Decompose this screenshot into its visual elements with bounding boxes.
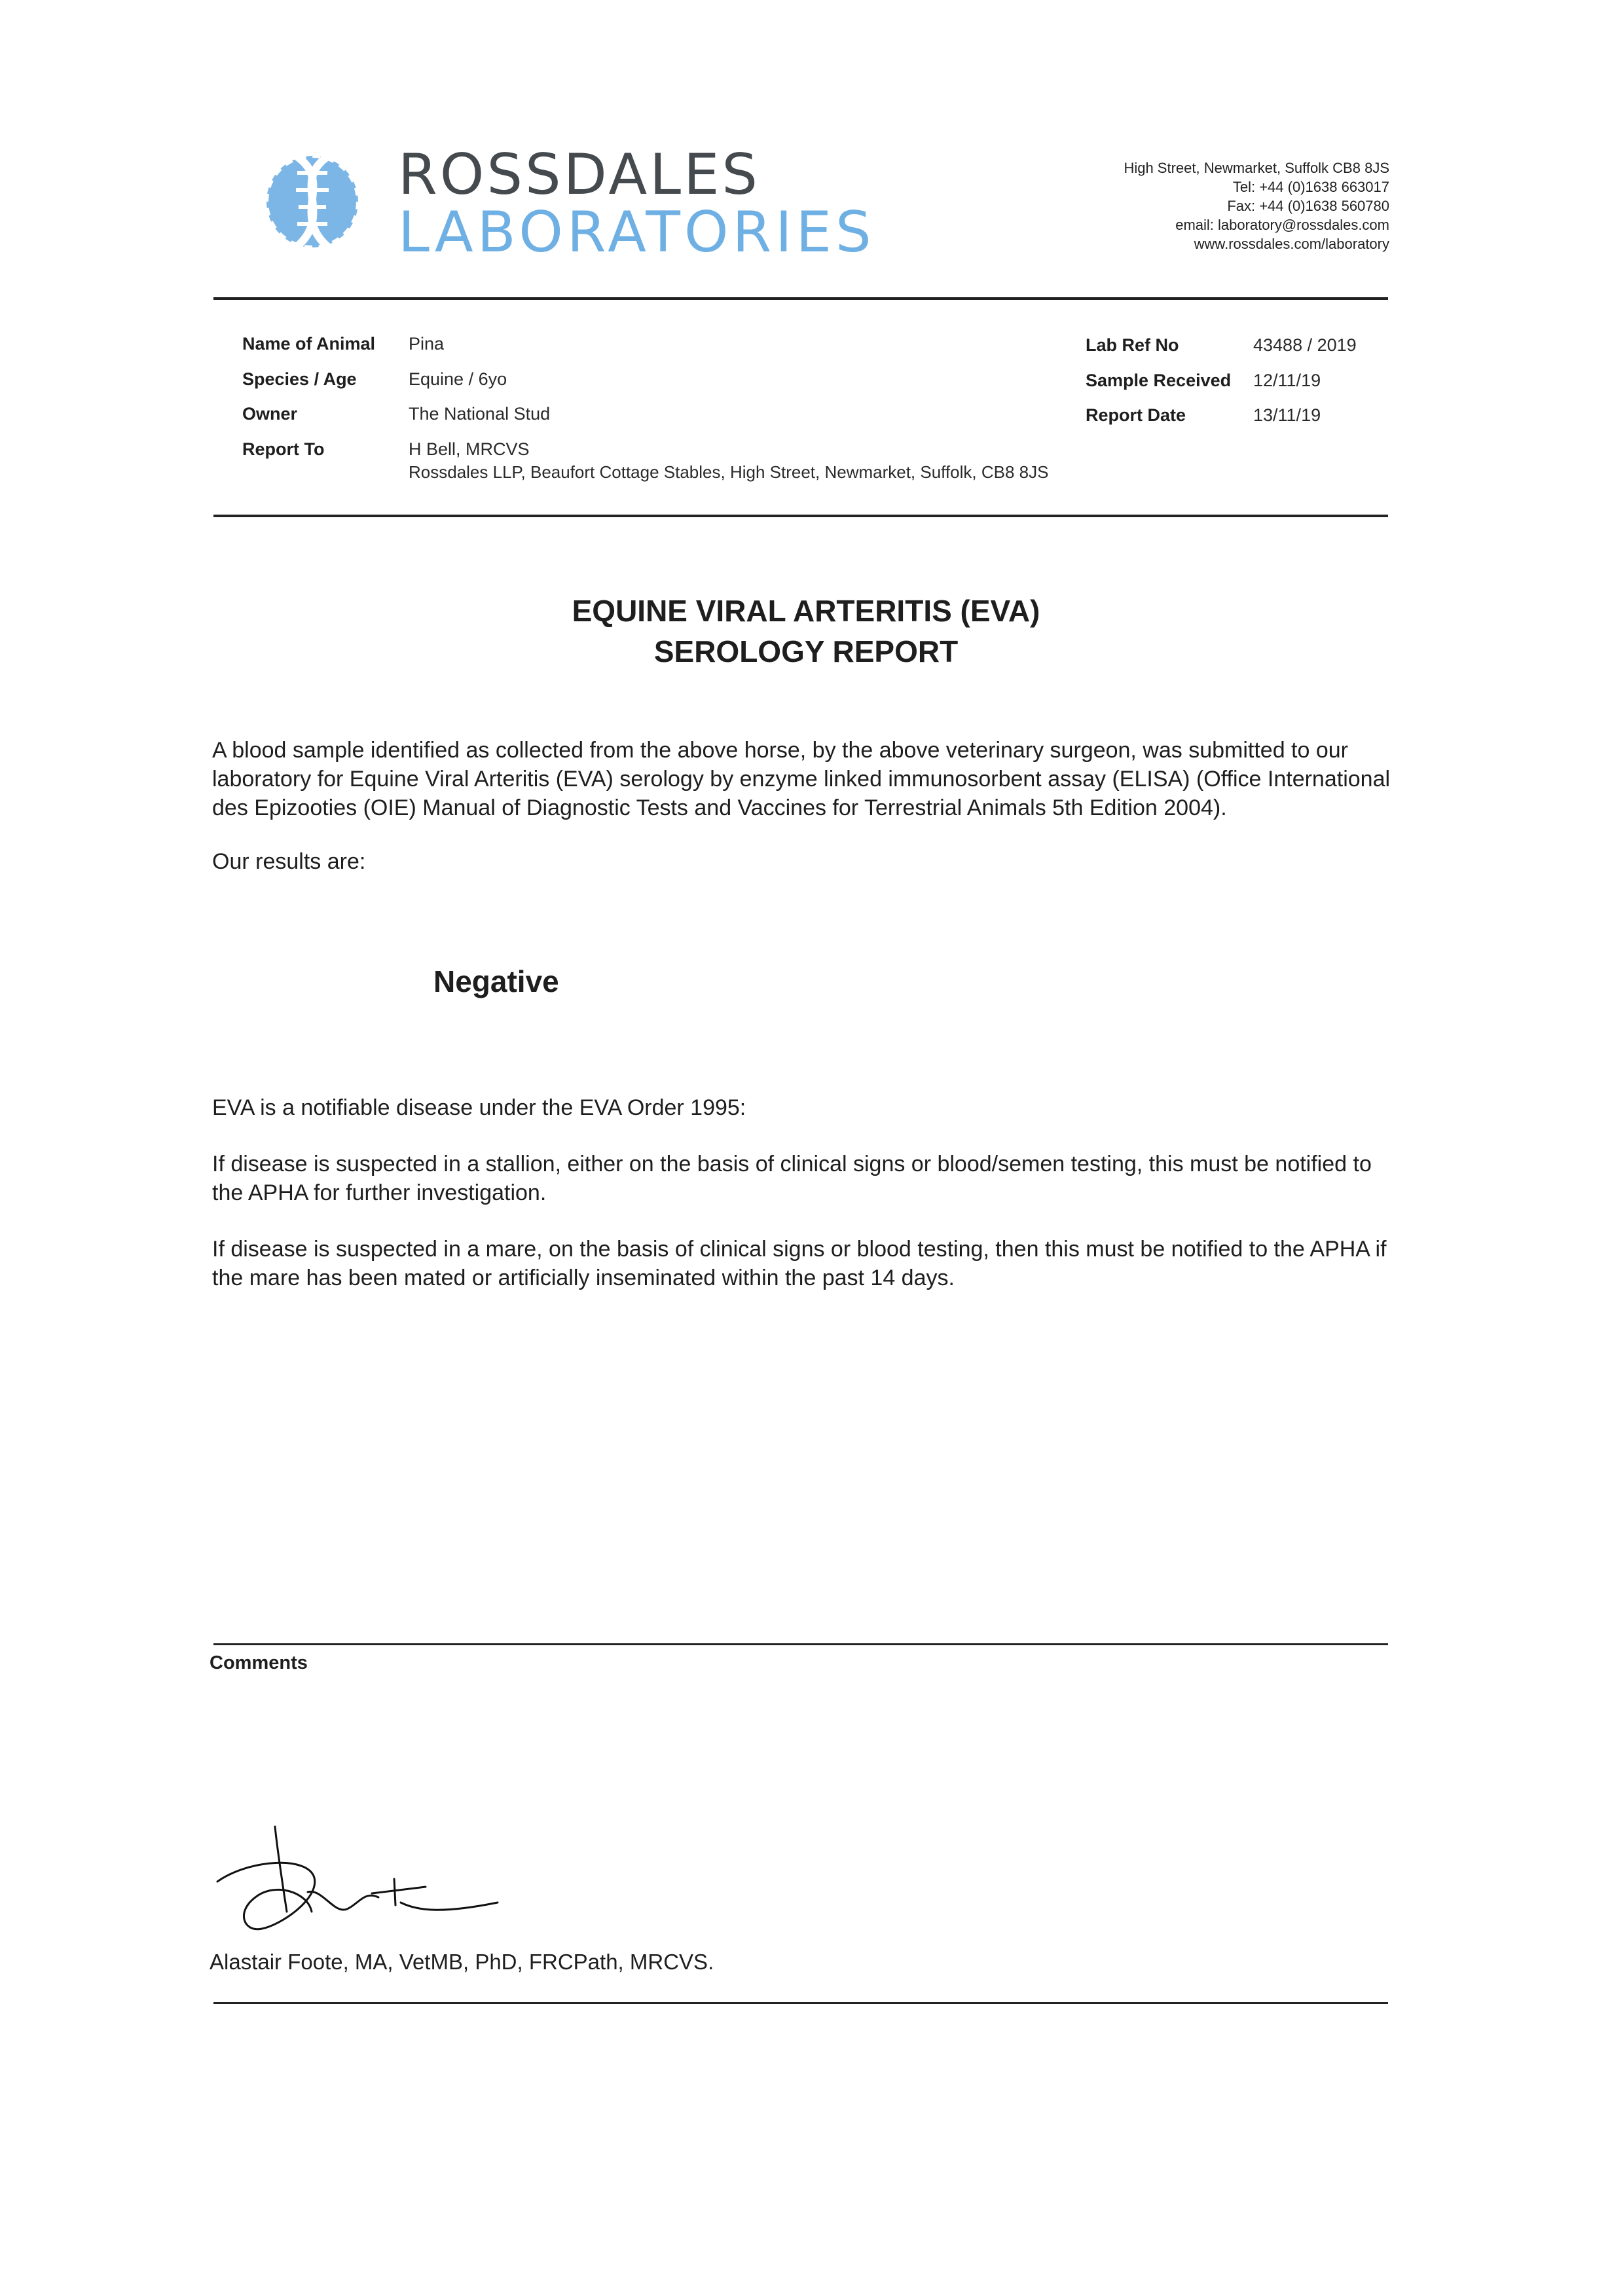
header-divider [213,297,1388,300]
contact-tel: Tel: +44 (0)1638 663017 [1232,179,1389,195]
label-report-to: Report To [242,439,325,459]
comments-label: Comments [210,1652,308,1673]
brand-name-line2: LABORATORIES [398,200,875,265]
contact-address: High Street, Newmarket, Suffolk CB8 8JS [1124,160,1389,176]
contact-website: www.rossdales.com/laboratory [1194,236,1389,252]
comments-divider [213,1643,1388,1645]
label-lab-ref-no: Lab Ref No [1086,335,1179,355]
label-owner: Owner [242,404,298,424]
value-report-date: 13/11/19 [1253,405,1321,425]
dna-helix-icon [257,143,368,261]
mare-paragraph: If disease is suspected in a mare, on the basis of clinical signs or blood testing, then this must be notified to the APHA if the mare has been mated or artificially inseminated within the past 14 days. [212,1237,1387,1290]
value-name-of-animal: Pina [409,334,445,354]
label-species-age: Species / Age [242,369,357,389]
label-report-date: Report Date [1086,405,1186,425]
label-name-of-animal: Name of Animal [242,334,376,354]
stallion-paragraph: If disease is suspected in a stallion, either on the basis of clinical signs or blood/semen testing, this must be notified to the APHA for further investigation. [212,1152,1372,1205]
value-lab-ref-no: 43488 / 2019 [1253,335,1357,355]
details-divider [213,515,1388,517]
value-species-age: Equine / 6yo [409,369,507,389]
footer-divider [213,2002,1388,2004]
intro-paragraph: A blood sample identified as collected from the above horse, by the above veterinary surgeon, was submitted to our laboratory for Equine Viral Arteritis (EVA) serology by enzyme linked immunosorbent assay (ELISA) (Office International des Epizooties (OIE) Manual of Diagnostic Tests and Vaccines for Terrestrial Animals 5th Edition 2004). [212,738,1391,820]
label-sample-received: Sample Received [1086,371,1232,390]
report-title-line2: SEROLOGY REPORT [653,634,959,668]
report-title-line1: EQUINE VIRAL ARTERITIS (EVA) [572,594,1040,628]
result-value: Negative [433,964,559,998]
results-lead: Our results are: [212,849,366,874]
contact-fax: Fax: +44 (0)1638 560780 [1227,198,1389,214]
value-report-to-address: Rossdales LLP, Beaufort Cottage Stables, High Street, Newmarket, Suffolk, CB8 8JS [409,462,1049,482]
signature [210,1813,517,1944]
brand-name-line1: ROSSDALES [398,142,761,208]
value-owner: The National Stud [409,404,551,424]
value-sample-received: 12/11/19 [1253,371,1321,390]
contact-email: email: laboratory@rossdales.com [1175,217,1389,233]
signatory-name: Alastair Foote, MA, VetMB, PhD, FRCPath, MRCVS. [210,1950,714,1974]
notifiable-notice: EVA is a notifiable disease under the EVA Order 1995: [212,1095,746,1120]
value-report-to: H Bell, MRCVS [409,439,530,459]
contact-block [931,158,1389,253]
